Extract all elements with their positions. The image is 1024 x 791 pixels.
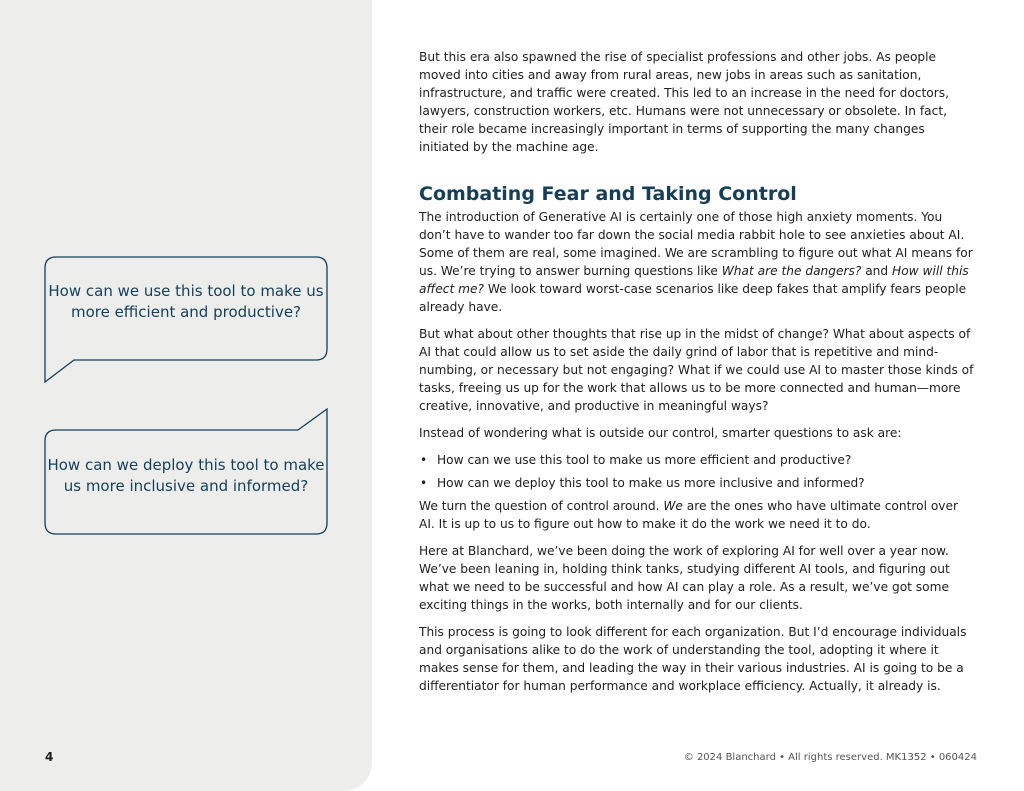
paragraph-blanchard: Here at Blanchard, we’ve been doing the work of exploring AI for well over a year now. We’ve been leaning in, holding think tanks, studying different AI tools, and figuring out what we need to be successful and how AI can play a role. As a result, we’ve got some exciting things in the works, both internally and for our clients.	[419, 544, 950, 612]
list-item: • How can we deploy this tool to make us more inclusive and informed?	[420, 476, 865, 490]
speech-bubbles	[0, 0, 372, 791]
paragraph-process: This process is going to look different for each organization. But I’d encourage individuals and organisations alike to do the work of understanding the tool, adopting it where it makes sense for them, and leading the way in their various industries. AI is going to be a differentiator for human performance and workplace efficiency. Actually, it already is.	[419, 625, 967, 693]
quote-bubble-inclusive: How can we deploy this tool to make us more inclusive and informed?	[47, 456, 325, 495]
article-body	[419, 48, 977, 704]
bullet-icon: •	[420, 476, 428, 490]
intro-paragraph: But this era also spawned the rise of specialist professions and other jobs. As people moved into cities and away from rural areas, new jobs in areas such as sanitation, infrastructure, and traffic were created. This led to an increase in the need for doctors, lawyers, construction workers, etc. Humans were not unnecessary or obsolete. In fact, their role became increasingly important in terms of supporting the many changes initiated by the machine age.	[419, 50, 949, 154]
paragraph-other-thoughts: But what about other thoughts that rise up in the midst of change? What about aspects of AI that could allow us to set aside the daily grind of labor that is repetitive and mind-numbing, or necessary but not engaging? What if we could use AI to master those kinds of tasks, freeing us up for the work that allows us to be more connected and human—more creative, innovative, and productive in meaningful ways?	[419, 327, 974, 413]
paragraph-anxiety: The introduction of Generative AI is certainly one of those high anxiety moments. You don’t have to wander too far down the social media rabbit hole to see anxieties about AI. Some of them are real, some imagined. We are scrambling to figure out what AI means for us. We’re trying to answer burning questions like What are the dangers? and How will this affect me? We look toward worst-case scenarios like deep fakes that amplify fears people already have.	[419, 210, 973, 314]
list-item: • How can we use this tool to make us more efficient and productive?	[420, 453, 852, 467]
bullet-icon: •	[420, 453, 428, 467]
footer-copyright: © 2024 Blanchard • All rights reserved. MK1352 • 060424	[683, 752, 977, 763]
quote-bubble-efficient: How can we use this tool to make us more efficient and productive?	[48, 282, 324, 321]
paragraph-control: We turn the question of control around. We are the ones who have ultimate control over AI. It is up to us to figure out how to make it do the work we need it to do.	[419, 499, 959, 531]
paragraph-smarter-questions: Instead of wondering what is outside our control, smarter questions to ask are:	[419, 426, 902, 440]
page-number: 4	[45, 750, 54, 764]
question-list	[419, 451, 977, 492]
section-heading: Combating Fear and Taking Control	[419, 183, 797, 205]
